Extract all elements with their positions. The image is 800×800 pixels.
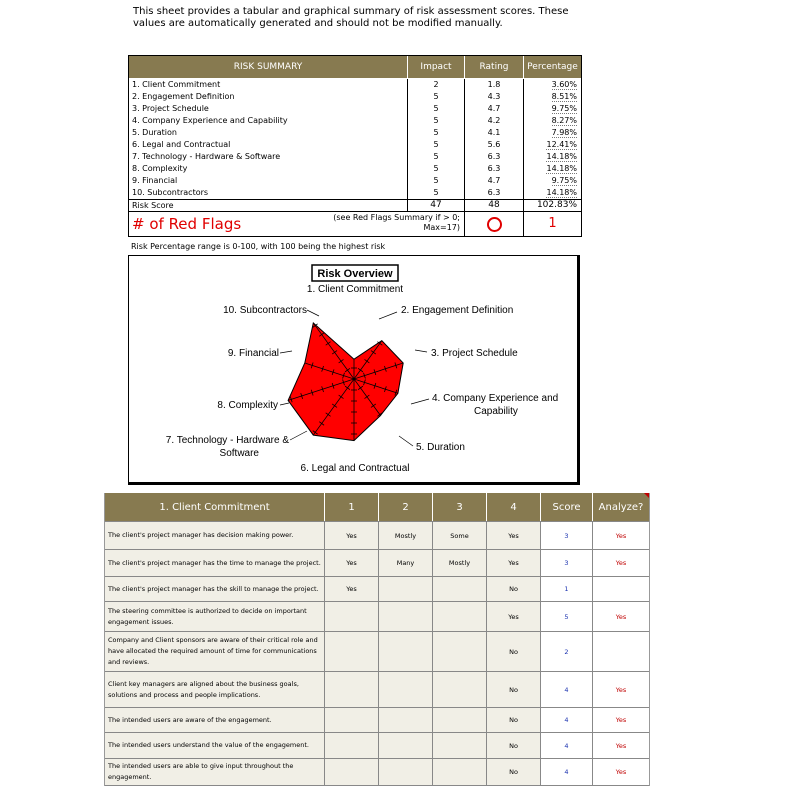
summary-item-percentage: [523, 187, 581, 199]
detail-question: The client's project manager has the skill to manage the project.: [105, 577, 324, 601]
detail-score: 3: [540, 522, 592, 549]
detail-question: The client's project manager has decision making power.: [105, 522, 324, 549]
risk-score-row: [129, 199, 581, 211]
detail-answer-col2[interactable]: Many: [378, 550, 432, 576]
detail-analyze: Yes: [592, 672, 649, 707]
detail-answer-col1[interactable]: Yes: [324, 522, 378, 549]
radar-leader-line: [280, 351, 292, 353]
summary-item-impact: 5: [407, 91, 464, 103]
summary-item-rating: 4.1: [464, 127, 523, 139]
summary-item-rating: 4.7: [464, 175, 523, 187]
intro-text: This sheet provides a tabular and graphical summary of risk assessment scores. These values are automatically generated and should not be modified manually.: [133, 6, 569, 29]
summary-item-rating: 4.3: [464, 91, 523, 103]
summary-item-name: 5. Duration: [132, 128, 177, 137]
detail-row: [105, 759, 649, 786]
detail-question: Company and Client sponsors are aware of their critical role and have allocated the required amount of time for communications and reviews.: [105, 632, 324, 671]
summary-item-rating: 1.8: [464, 79, 523, 91]
detail-question: Client key managers are aligned about the business goals, solutions and process and people implications.: [105, 672, 324, 707]
risk-summary-table: [128, 55, 582, 237]
detail-answer-col2[interactable]: [378, 759, 432, 785]
summary-item-rating: 6.3: [464, 151, 523, 163]
summary-item-percentage-value: 9.75%: [551, 176, 577, 185]
detail-row: [105, 672, 649, 708]
detail-header-col4: 4: [486, 493, 540, 521]
summary-item-percentage: [523, 151, 581, 163]
summary-item-percentage-value: 14.18%: [546, 188, 577, 197]
radar-category-label: 8. Complexity: [217, 400, 278, 411]
summary-item-rating: 5.6: [464, 139, 523, 151]
summary-item-name: 6. Legal and Contractual: [132, 140, 231, 149]
summary-item-percentage: [523, 103, 581, 115]
summary-item-percentage: [523, 127, 581, 139]
radar-leader-line: [307, 310, 319, 316]
detail-answer-col1[interactable]: [324, 602, 378, 631]
radar-svg: [129, 256, 578, 483]
radar-leader-line: [415, 350, 427, 352]
detail-header-col2: 2: [378, 493, 432, 521]
summary-item-name: 8. Complexity: [132, 164, 188, 173]
summary-row: [129, 163, 581, 175]
detail-row: [105, 522, 649, 550]
red-flags-count: 1: [523, 212, 581, 236]
detail-answer-col3[interactable]: [432, 733, 486, 758]
summary-row: [129, 151, 581, 163]
summary-item-percentage: [523, 163, 581, 175]
radar-leader-line: [379, 312, 397, 319]
header-percentage: Percentage: [523, 56, 581, 78]
summary-item-impact: 5: [407, 175, 464, 187]
summary-row: [129, 115, 581, 127]
radar-category-label: 4. Company Experience and: [432, 393, 559, 404]
radar-leader-line: [411, 399, 429, 404]
detail-row: [105, 577, 649, 602]
radar-category-label: Capability: [474, 406, 518, 417]
risk-score-percentage: 102.83%: [523, 200, 581, 211]
detail-answer-col1[interactable]: [324, 759, 378, 785]
summary-header: [129, 56, 581, 78]
detail-header-col3: 3: [432, 493, 486, 521]
red-flags-row: [129, 211, 581, 236]
header-risk-summary: RISK SUMMARY: [233, 62, 303, 72]
detail-answer-col1[interactable]: Yes: [324, 577, 378, 601]
radar-title: Risk Overview: [317, 268, 393, 280]
summary-item-name: 4. Company Experience and Capability: [132, 116, 288, 125]
summary-item-name: 10. Subcontractors: [132, 188, 209, 197]
detail-answer-col3[interactable]: [432, 602, 486, 631]
risk-score-rating: 48: [464, 200, 523, 211]
detail-answer-col4[interactable]: No: [486, 759, 540, 785]
detail-header-question: 1. Client Commitment: [159, 501, 270, 513]
summary-item-percentage: [523, 79, 581, 91]
detail-analyze: Yes: [592, 708, 649, 732]
summary-item-name: 9. Financial: [132, 176, 178, 185]
detail-answer-col4[interactable]: No: [486, 672, 540, 707]
summary-item-impact: 5: [407, 163, 464, 175]
summary-row: [129, 127, 581, 139]
summary-item-impact: 5: [407, 187, 464, 199]
summary-item-impact: 2: [407, 79, 464, 91]
header-impact: Impact: [407, 56, 464, 78]
summary-row: [129, 103, 581, 115]
detail-answer-col1[interactable]: Yes: [324, 550, 378, 576]
summary-item-percentage-value: 14.18%: [546, 164, 577, 173]
detail-question: The client's project manager has the time to manage the project.: [105, 550, 324, 576]
summary-item-name: 7. Technology - Hardware & Software: [132, 152, 281, 161]
detail-answer-col1[interactable]: [324, 733, 378, 758]
detail-score: 4: [540, 708, 592, 732]
detail-row: [105, 550, 649, 577]
red-flag-circle-icon: [464, 212, 523, 236]
detail-answer-col3[interactable]: Some: [432, 522, 486, 549]
detail-header-analyze: Analyze?: [592, 493, 649, 521]
detail-analyze: Yes: [592, 602, 649, 631]
radar-category-label: 3. Project Schedule: [431, 348, 518, 359]
detail-answer-col4[interactable]: No: [486, 632, 540, 671]
detail-analyze: [592, 632, 649, 671]
detail-analyze: Yes: [592, 733, 649, 758]
detail-answer-col3[interactable]: [432, 759, 486, 785]
detail-header-score: Score: [540, 493, 592, 521]
radar-category-label: Software: [219, 448, 259, 459]
detail-question: The steering committee is authorized to decide on important engagement issues.: [105, 602, 324, 631]
summary-item-percentage-value: 3.60%: [551, 80, 577, 89]
detail-answer-col4[interactable]: Yes: [486, 550, 540, 576]
detail-question: The intended users are aware of the engagement.: [105, 708, 324, 732]
summary-item-percentage-value: 8.51%: [551, 92, 577, 101]
detail-analyze: Yes: [592, 759, 649, 785]
radar-leader-line: [399, 436, 413, 446]
summary-item-name: 1. Client Commitment: [132, 80, 221, 89]
detail-answer-col2[interactable]: [378, 672, 432, 707]
detail-answer-col4[interactable]: No: [486, 577, 540, 601]
radar-category-label: 6. Legal and Contractual: [300, 463, 410, 474]
summary-row: [129, 91, 581, 103]
detail-analyze: Yes: [592, 522, 649, 549]
summary-item-percentage: [523, 91, 581, 103]
detail-answer-col1[interactable]: [324, 632, 378, 671]
radar-leader-line: [280, 403, 289, 405]
summary-item-percentage-value: 14.18%: [546, 152, 577, 161]
detail-score: 5: [540, 602, 592, 631]
detail-answer-col1[interactable]: [324, 708, 378, 732]
summary-item-impact: 5: [407, 115, 464, 127]
summary-item-percentage-value: 7.98%: [551, 128, 577, 137]
summary-item-impact: 5: [407, 139, 464, 151]
radar-category-label: 9. Financial: [227, 348, 279, 359]
detail-answer-col2[interactable]: [378, 577, 432, 601]
detail-answer-col3[interactable]: [432, 577, 486, 601]
red-flags-note: (see Red Flags Summary if > 0; Max=17): [333, 213, 460, 232]
radar-leader-line: [290, 431, 307, 440]
risk-score-impact: 47: [407, 200, 464, 211]
risk-score-label: Risk Score: [132, 201, 174, 210]
detail-row: [105, 602, 649, 632]
summary-item-impact: 5: [407, 127, 464, 139]
detail-score: 3: [540, 550, 592, 576]
summary-item-name: 3. Project Schedule: [132, 104, 209, 113]
detail-answer-col3[interactable]: [432, 632, 486, 671]
summary-row: [129, 187, 581, 199]
radar-category-label: 1. Client Commitment: [306, 284, 404, 295]
detail-answer-col4[interactable]: Yes: [486, 602, 540, 631]
summary-item-impact: 5: [407, 151, 464, 163]
detail-answer-col2[interactable]: [378, 733, 432, 758]
detail-score: 4: [540, 733, 592, 758]
summary-row: [129, 139, 581, 151]
detail-answer-col2[interactable]: [378, 708, 432, 732]
summary-item-percentage-value: 12.41%: [546, 140, 577, 149]
summary-item-percentage-value: 8.27%: [551, 116, 577, 125]
detail-answer-col2[interactable]: [378, 602, 432, 631]
detail-answer-col2[interactable]: Mostly: [378, 522, 432, 549]
summary-item-rating: 4.7: [464, 103, 523, 115]
summary-item-percentage: [523, 175, 581, 187]
detail-answer-col4[interactable]: No: [486, 733, 540, 758]
range-note: Risk Percentage range is 0-100, with 100 being the highest risk: [131, 242, 386, 251]
summary-row: [129, 175, 581, 187]
detail-answer-col1[interactable]: [324, 672, 378, 707]
detail-answer-col3[interactable]: [432, 708, 486, 732]
detail-score: 1: [540, 577, 592, 601]
detail-answer-col4[interactable]: No: [486, 708, 540, 732]
red-flags-label: # of Red Flags: [132, 215, 242, 233]
summary-row: [129, 79, 581, 91]
summary-item-name: 2. Engagement Definition: [132, 92, 235, 101]
detail-row: [105, 632, 649, 672]
detail-answer-col3[interactable]: Mostly: [432, 550, 486, 576]
summary-item-impact: 5: [407, 103, 464, 115]
summary-item-percentage-value: 9.75%: [551, 104, 577, 113]
radar-category-label: 10. Subcontractors: [223, 305, 307, 316]
summary-item-percentage: [523, 139, 581, 151]
radar-category-label: 2. Engagement Definition: [401, 305, 514, 316]
summary-item-rating: 6.3: [464, 163, 523, 175]
summary-item-rating: 4.2: [464, 115, 523, 127]
detail-score: 4: [540, 672, 592, 707]
radar-category-label: 7. Technology - Hardware &: [165, 435, 289, 446]
detail-header: [105, 493, 649, 522]
detail-answer-col3[interactable]: [432, 672, 486, 707]
summary-item-rating: 6.3: [464, 187, 523, 199]
header-rating: Rating: [464, 56, 523, 78]
detail-analyze: [592, 577, 649, 601]
detail-score: 4: [540, 759, 592, 785]
radar-category-label: 5. Duration: [416, 442, 465, 453]
risk-overview-chart: [128, 255, 580, 485]
detail-question: The intended users are able to give input throughout the engagement.: [105, 759, 324, 785]
detail-analyze: Yes: [592, 550, 649, 576]
detail-question: The intended users understand the value of the engagement.: [105, 733, 324, 758]
detail-header-col1: 1: [324, 493, 378, 521]
detail-row: [105, 733, 649, 759]
summary-item-percentage: [523, 115, 581, 127]
detail-score: 2: [540, 632, 592, 671]
detail-answer-col2[interactable]: [378, 632, 432, 671]
detail-answer-col4[interactable]: Yes: [486, 522, 540, 549]
detail-row: [105, 708, 649, 733]
detail-table: [104, 493, 650, 786]
